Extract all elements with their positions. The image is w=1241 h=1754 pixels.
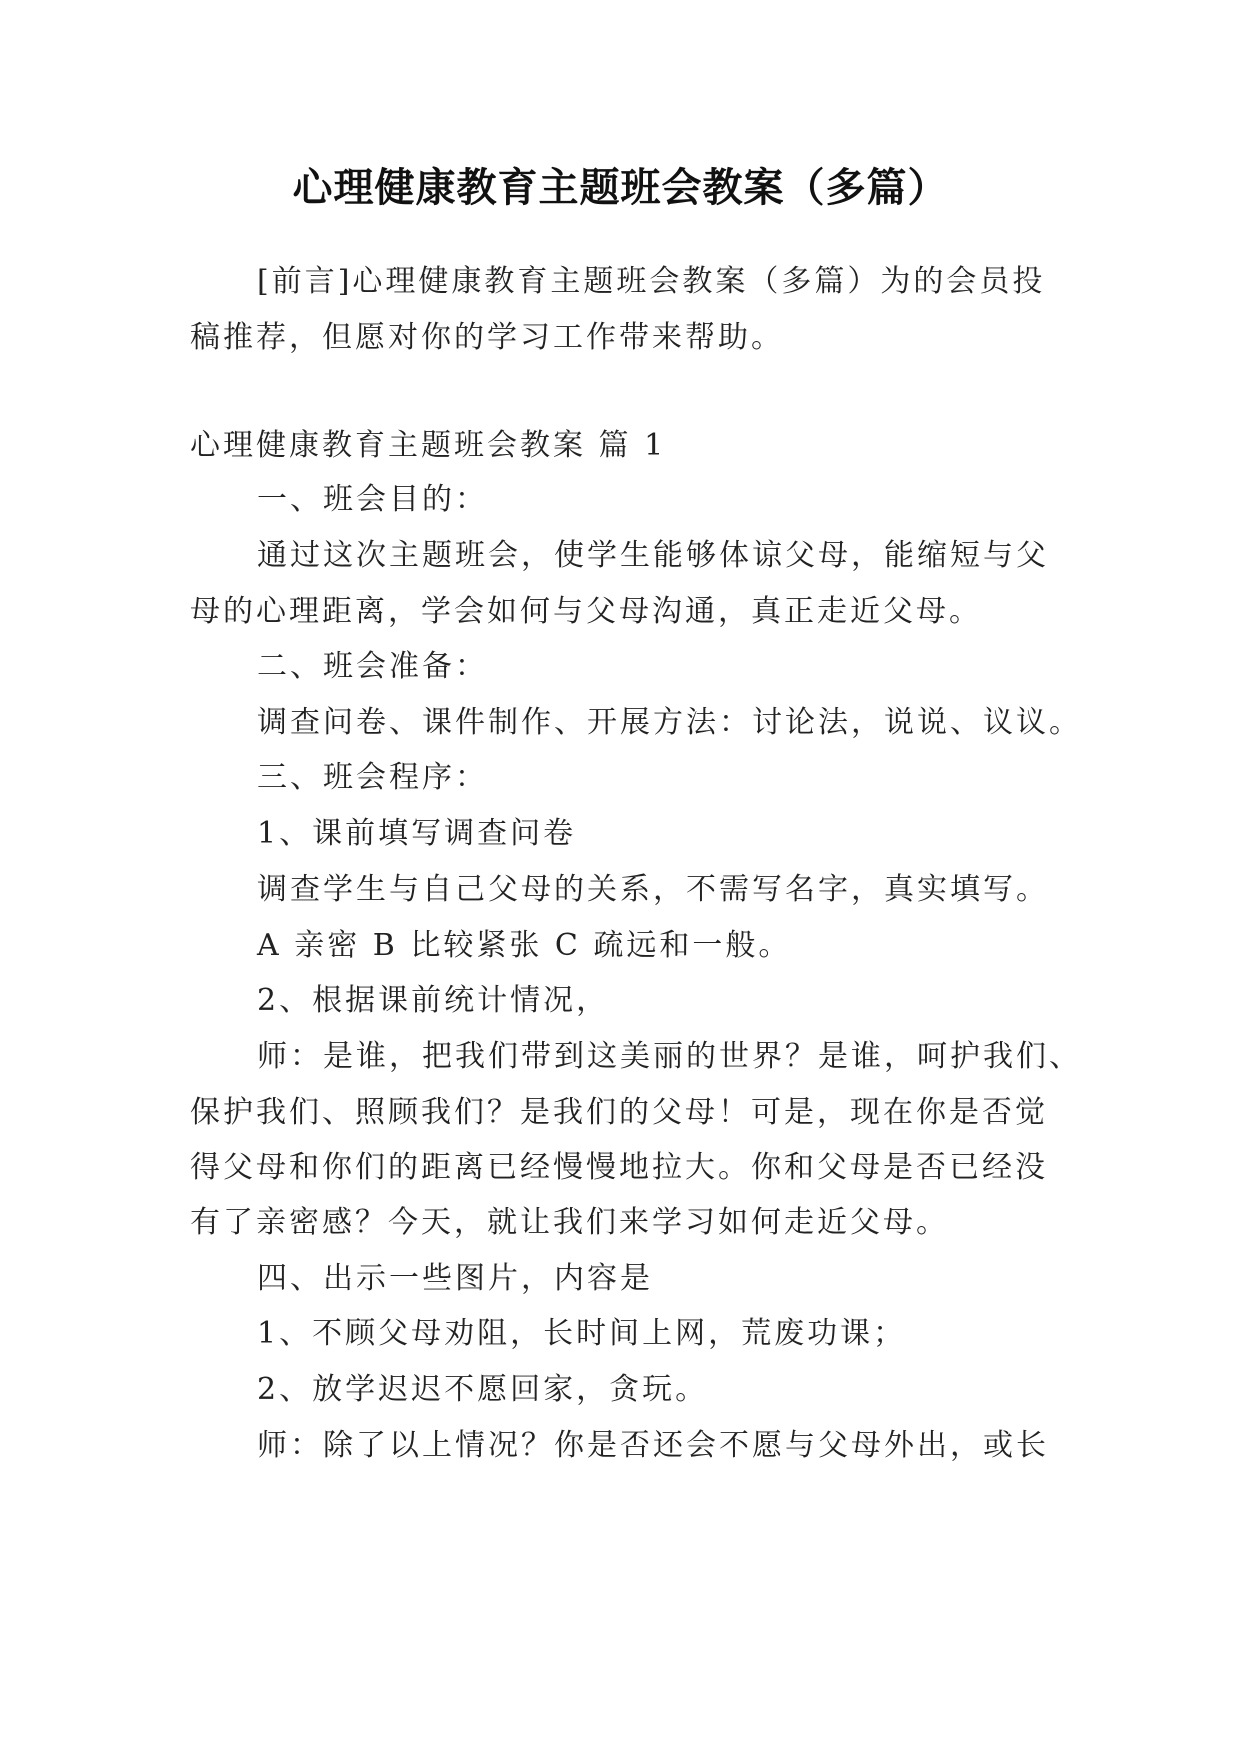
body-line: 调查问卷、课件制作、开展方法：讨论法，说说、议议。 (257, 705, 1082, 740)
body-line: A 亲密 B 比较紧张 C 疏远和一般。 (257, 928, 792, 963)
body-line: 得父母和你们的距离已经慢慢地拉大。你和父母是否已经没 (190, 1150, 1048, 1185)
body-line: 一、班会目的： (257, 482, 488, 517)
body-line: 有了亲密感？今天，就让我们来学习如何走近父母。 (190, 1205, 949, 1240)
document-title: 心理健康教育主题班会教案（多篇） (292, 164, 949, 211)
body-line: 师：除了以上情况？你是否还会不愿与父母外出，或长 (257, 1428, 1049, 1463)
body-line: 保护我们、照顾我们？是我们的父母！可是，现在你是否觉 (190, 1095, 1048, 1130)
body-line: 2、根据课前统计情况， (257, 983, 610, 1018)
body-line: 母的心理距离，学会如何与父母沟通，真正走近父母。 (190, 594, 982, 629)
body-line: 2、放学迟迟不愿回家，贪玩。 (257, 1372, 709, 1407)
preface-line: [前言]心理健康教育主题班会教案（多篇）为的会员投 (257, 264, 1046, 299)
body-line: 三、班会程序： (257, 760, 488, 795)
section-heading: 心理健康教育主题班会教案 篇 1 (190, 428, 667, 463)
body-line: 师：是谁，把我们带到这美丽的世界？是谁，呵护我们、 (257, 1039, 1082, 1074)
body-line: 通过这次主题班会，使学生能够体谅父母，能缩短与父 (257, 538, 1049, 573)
body-line: 1、不顾父母劝阻，长时间上网，荒废功课； (257, 1316, 907, 1351)
body-line: 调查学生与自己父母的关系，不需写名字，真实填写。 (257, 872, 1049, 907)
preface-line: 稿推荐，但愿对你的学习工作带来帮助。 (190, 320, 784, 355)
body-line: 四、出示一些图片，内容是 (257, 1261, 653, 1296)
body-line: 1、课前填写调查问卷 (257, 816, 577, 851)
body-line: 二、班会准备： (257, 649, 488, 684)
